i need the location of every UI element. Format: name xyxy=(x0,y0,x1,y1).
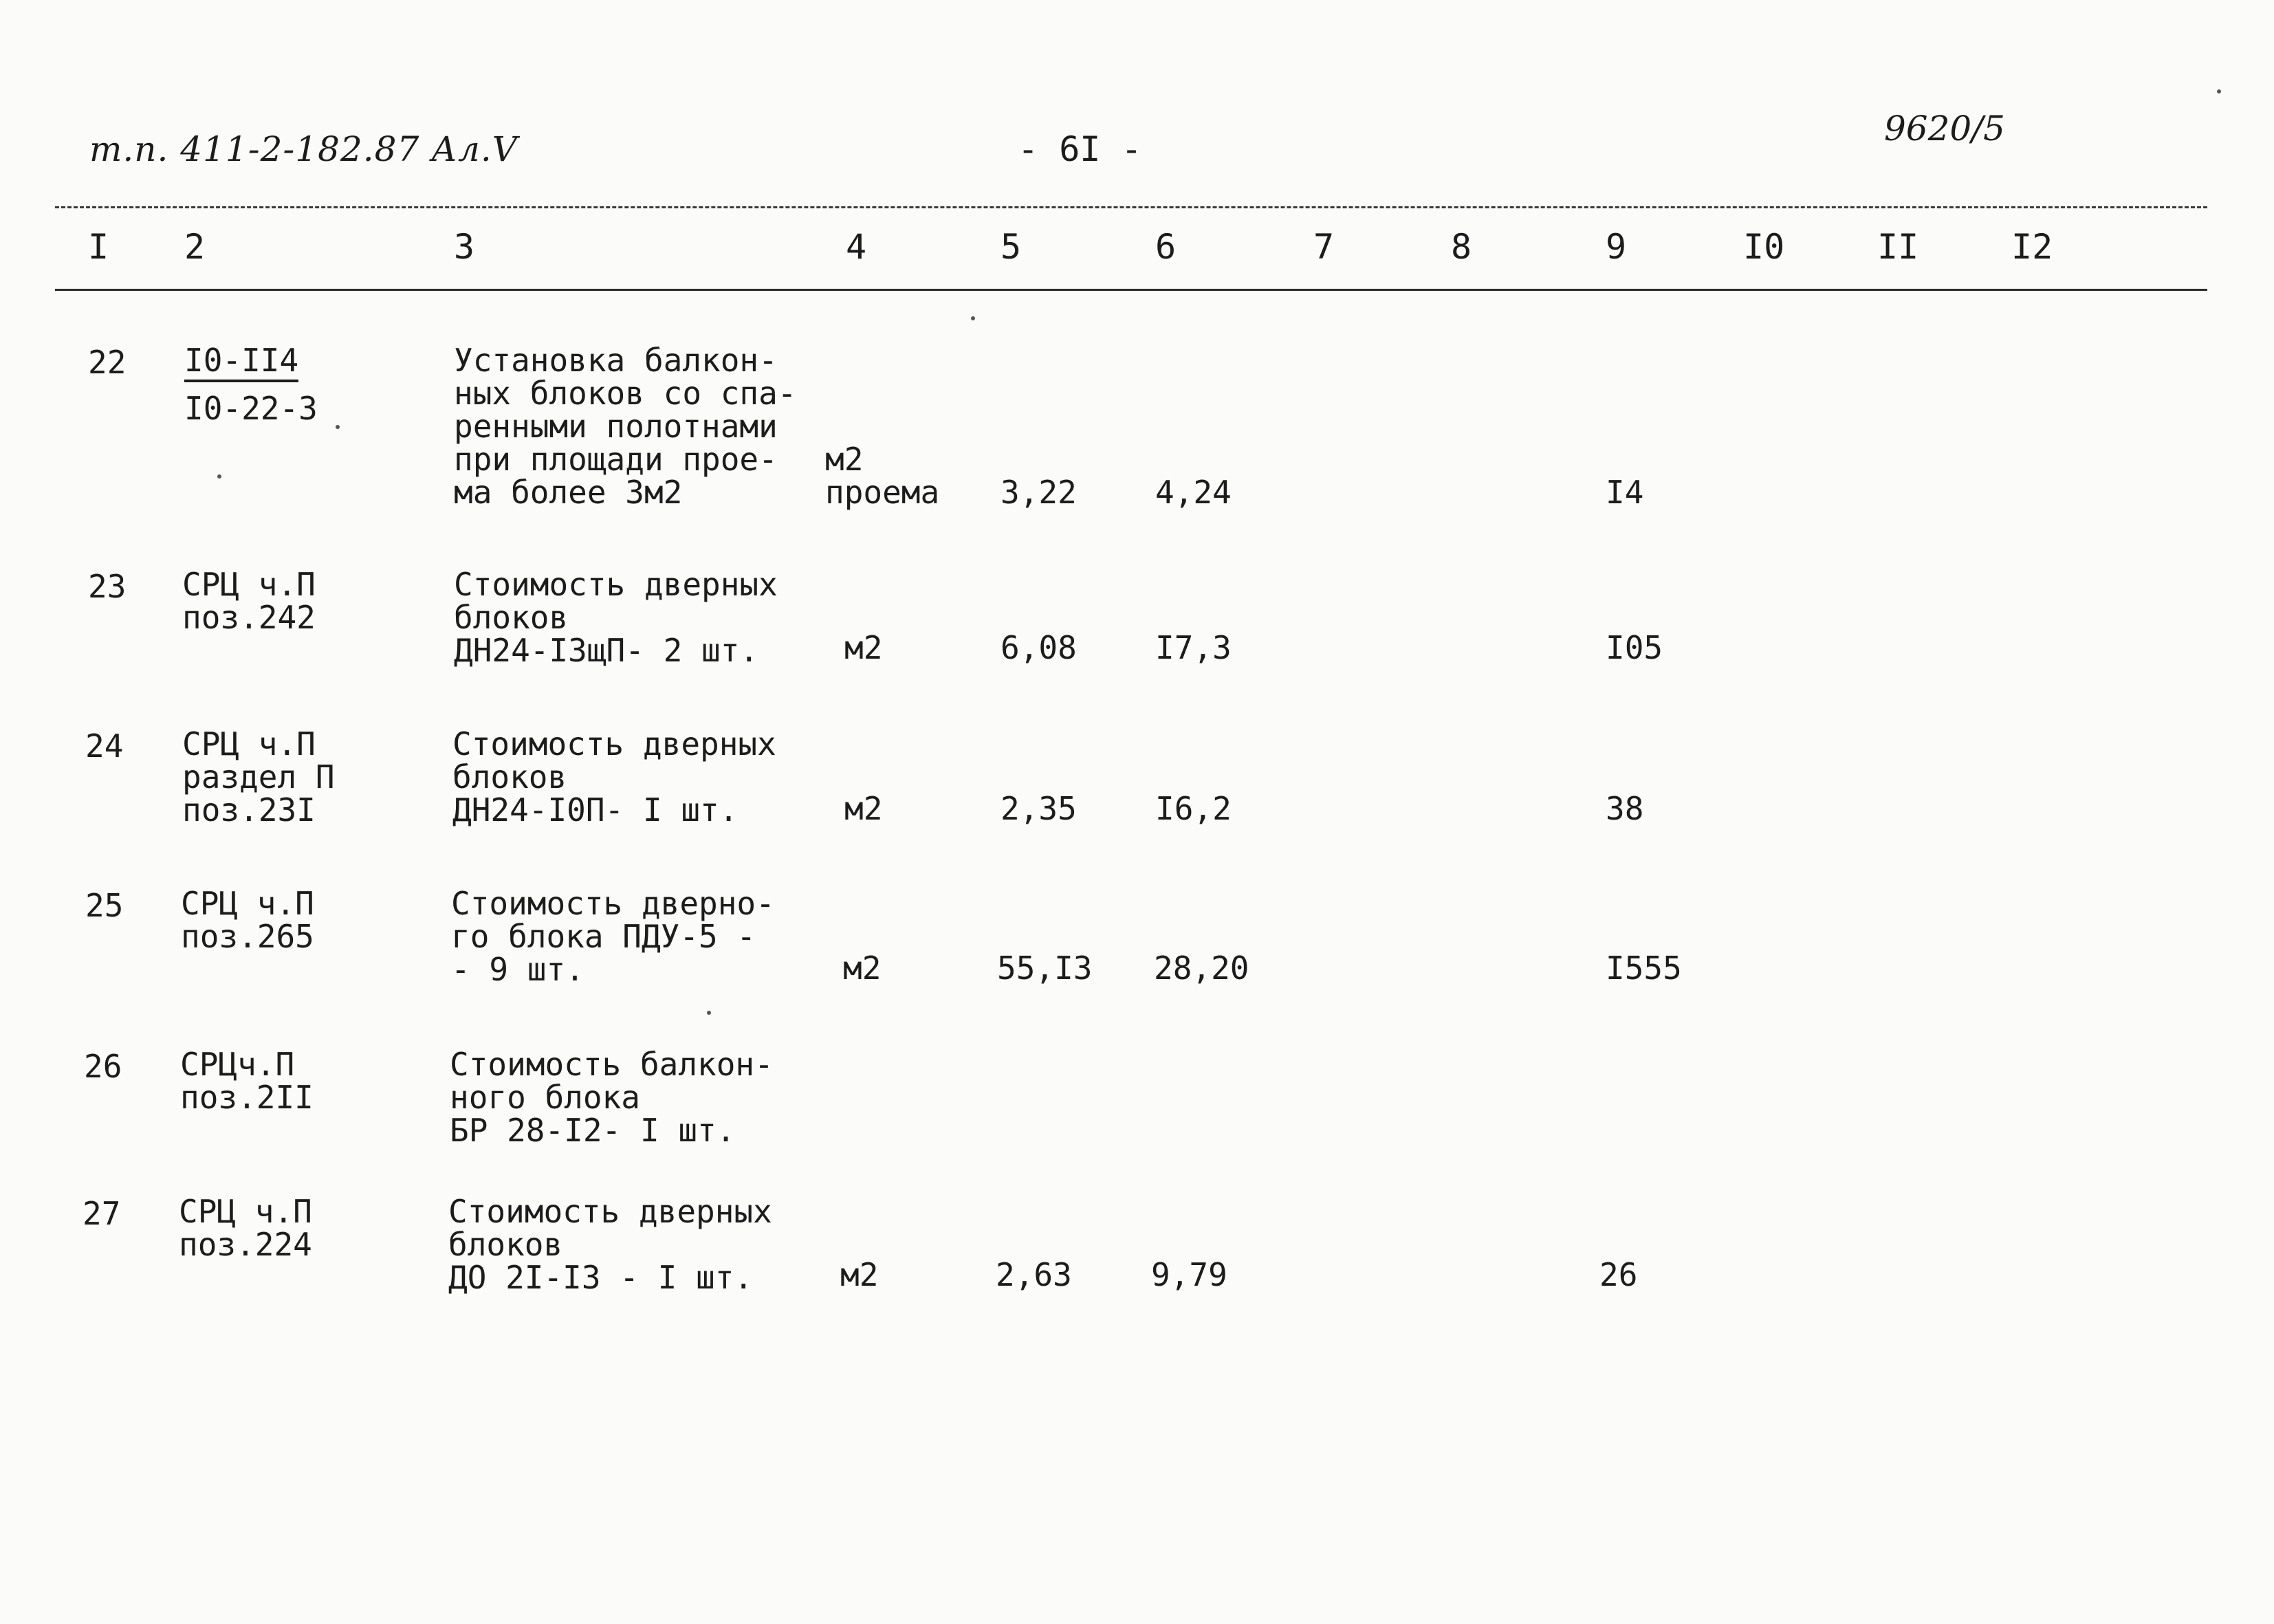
scan-speck xyxy=(336,425,340,429)
column-number: 9 xyxy=(1606,227,1627,267)
row-code: I0-II4 xyxy=(184,344,298,382)
row-description: Стоимость балкон- ного блока БР 28-I2- I шт. xyxy=(450,1046,774,1149)
column-number: 4 xyxy=(846,227,867,267)
row-col6: 9,79 xyxy=(1151,1256,1227,1293)
row-col9: 26 xyxy=(1599,1256,1638,1293)
row-code-sub: I0-22-3 xyxy=(184,390,318,427)
column-number: 8 xyxy=(1451,227,1472,267)
row-description: Установка балкон- ных блоков со спа- ренными полотнами при площади прое- ма более 3м2 xyxy=(454,342,797,511)
column-number: I0 xyxy=(1743,227,1785,267)
row-code: СРЦ ч.П поз.265 xyxy=(181,885,314,955)
row-unit: м2 xyxy=(844,790,883,827)
row-number: 27 xyxy=(83,1195,121,1232)
document-number: 9620/5 xyxy=(1884,109,2005,149)
column-number: 7 xyxy=(1313,227,1335,267)
row-col5: 2,35 xyxy=(1001,790,1077,827)
scan-speck xyxy=(707,1011,711,1015)
header-bottom-rule xyxy=(55,289,2207,291)
column-number: 6 xyxy=(1155,227,1177,267)
row-unit: м2 проема xyxy=(825,441,940,511)
row-description: Стоимость дверных блоков ДО 2I-I3 - I шт. xyxy=(448,1193,772,1296)
row-col5: 3,22 xyxy=(1001,474,1077,511)
row-col9: I4 xyxy=(1606,474,1644,511)
row-col6: I7,3 xyxy=(1155,629,1232,666)
row-col6: I6,2 xyxy=(1155,790,1232,827)
scan-speck xyxy=(217,474,221,479)
column-number: I2 xyxy=(2011,227,2053,267)
row-number: 24 xyxy=(85,727,124,765)
row-unit: м2 xyxy=(844,629,883,666)
scan-speck xyxy=(2217,89,2221,94)
row-number: 22 xyxy=(88,344,127,381)
column-number: 2 xyxy=(184,227,206,267)
row-unit: м2 xyxy=(840,1256,879,1293)
row-description: Стоимость дверных блоков ДН24-I0П- I шт. xyxy=(452,725,776,829)
row-code: СРЦ ч.П раздел П поз.23I xyxy=(182,725,335,829)
row-col6: 4,24 xyxy=(1155,474,1232,511)
column-number: 5 xyxy=(1001,227,1022,267)
column-number: II xyxy=(1877,227,1919,267)
row-number: 25 xyxy=(85,887,124,924)
column-number: I xyxy=(88,227,109,267)
row-description: Стоимость дверных блоков ДН24-I3щП- 2 шт. xyxy=(454,566,778,669)
row-col9: 38 xyxy=(1606,790,1644,827)
scan-speck xyxy=(971,316,975,320)
row-number: 23 xyxy=(88,568,127,605)
row-unit: м2 xyxy=(843,950,882,987)
row-col9: I555 xyxy=(1606,950,1682,987)
row-code: СРЦч.П поз.2II xyxy=(180,1046,314,1116)
row-col9: I05 xyxy=(1606,629,1663,666)
row-description: Стоимость дверно- го блока ПДУ-5 - - 9 шт. xyxy=(451,885,775,988)
row-code: СРЦ ч.П поз.224 xyxy=(179,1193,312,1263)
column-number: 3 xyxy=(454,227,475,267)
row-col5: 55,I3 xyxy=(997,950,1093,987)
header-top-rule xyxy=(55,206,2207,208)
row-code: СРЦ ч.П поз.242 xyxy=(182,566,316,636)
row-col5: 6,08 xyxy=(1001,629,1077,666)
page-number: - 6I - xyxy=(1018,129,1142,169)
project-code: т.п. 411-2-182.87 Ал.V xyxy=(89,129,518,169)
row-col6: 28,20 xyxy=(1154,950,1249,987)
row-number: 26 xyxy=(84,1048,122,1085)
row-col5: 2,63 xyxy=(996,1256,1072,1293)
